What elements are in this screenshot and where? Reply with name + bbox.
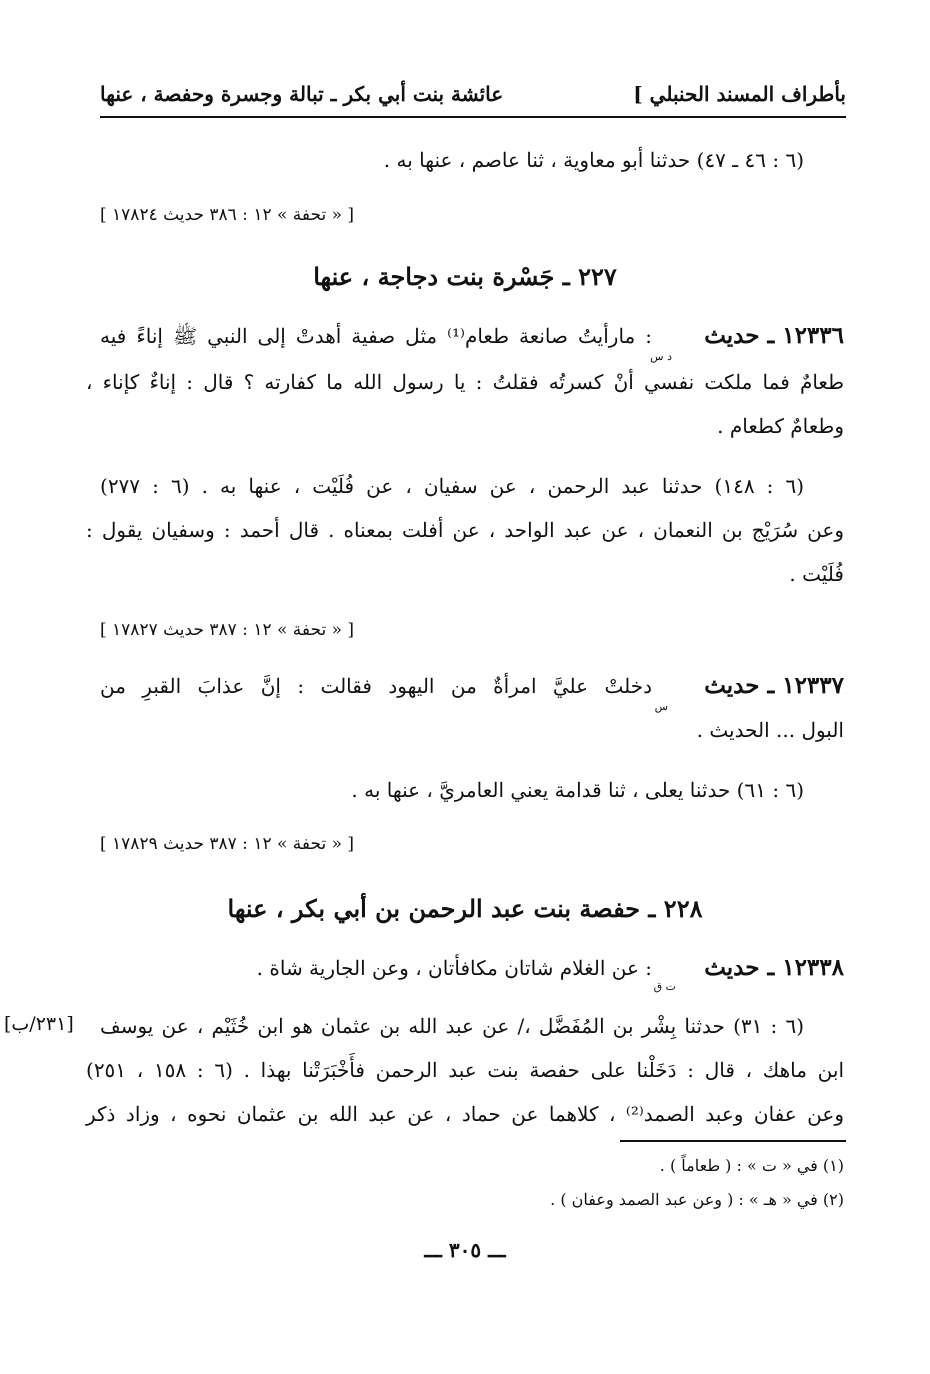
siglum-ds: د س (650, 350, 672, 363)
source-line: ابن ماهك ، قال : دَخَلْنا على حفصة بنت عبد الرحمن فأَخْبَرَتْنا بهذا . (٦ : ١٥٨ ، ٢٥١) (86, 1058, 845, 1082)
hadith-number-12336: ١٢٣٣٦ ـ حديث (704, 322, 844, 349)
hadith-text: : عن الغلام شاتان مكافأتان ، وعن الجارية شاة . (256, 956, 652, 980)
footnote-1: (١) في « ت » : ( طعاماً ) . (659, 1156, 844, 1175)
source-line: وعن عفان وعبد الصمد⁽²⁾ ، كلاهما عن حماد ، عن عبد الله بن عثمان نحوه ، وزاد ذكر (86, 1102, 845, 1126)
source-line: فُلَيْت . (789, 562, 844, 586)
siglum-s: س (654, 700, 668, 713)
header-section-title: عائشة بنت أبي بكر ـ تبالة وجسرة وحفصة ، عنها (100, 82, 504, 106)
footnote-2: (٢) في « هـ » : ( وعن عبد الصمد وعفان ) . (550, 1190, 844, 1209)
tuhfa-reference: [ « تحفة » ١٢ : ٣٨٧ حديث ١٧٨٢٩ ] (100, 834, 355, 854)
page-number: ـــ ٣٠٥ ـــ (424, 1238, 506, 1262)
header-book-title: بأطراف المسند الحنبلي ] (633, 82, 846, 106)
section-heading-228: ٢٢٨ ـ حفصة بنت عبد الرحمن بن أبي بكر ، عنها (227, 894, 703, 923)
hadith-text: دخلتْ عليَّ امرأةٌ من اليهود فقالت : إنَّ عذابَ القبرِ من (100, 674, 652, 698)
section-heading-227: ٢٢٧ ـ جَسْرة بنت دجاجة ، عنها (313, 262, 617, 291)
header-rule (100, 116, 846, 118)
source-line: (٦ : ٤٦ ـ ٤٧) حدثنا أبو معاوية ، ثنا عاصم ، عنها به . (383, 148, 804, 172)
source-line: (٦ : ٣١) حدثنا بِشْر بن المُفَضَّل ،/ عن عبد الله بن عثمان هو ابن خُثَيْم ، عن يوسف (100, 1014, 805, 1038)
hadith-text: : مارأيتُ صانعة طعام⁽¹⁾ مثل صفية أهدتْ إلى النبي ﷺ إناءً فيه (100, 324, 652, 348)
hadith-text: وطعامٌ كطعام . (717, 414, 844, 438)
hadith-text: البول ... الحديث . (696, 718, 844, 742)
siglum-tq: ت ق (653, 980, 676, 993)
tuhfa-reference: [ « تحفة » ١٢ : ٣٨٧ حديث ١٧٨٢٧ ] (100, 620, 355, 640)
source-line: وعن سُرَيْج بن النعمان ، عن عبد الواحد ، عن أفلت بمعناه . قال أحمد : وسفيان يقول : (86, 518, 844, 542)
hadith-number-12338: ١٢٣٣٨ ـ حديث (704, 954, 844, 981)
tuhfa-reference: [ « تحفة » ١٢ : ٣٨٦ حديث ١٧٨٢٤ ] (100, 205, 355, 225)
hadith-number-12337: ١٢٣٣٧ ـ حديث (704, 672, 844, 699)
source-line: (٦ : ١٤٨) حدثنا عبد الرحمن ، عن سفيان ، عن فُلَيْت ، عنها به . (٦ : ٢٧٧) (100, 474, 805, 498)
hadith-text: طعامٌ فما ملكت نفسي أنْ كسرتُه فقلتُ : يا رسول الله ما كفارته ؟ قال : إناءٌ كإناء ، (86, 370, 844, 394)
source-line: (٦ : ٦١) حدثنا يعلى ، ثنا قدامة يعني العامريَّ ، عنها به . (351, 778, 804, 802)
manuscript-folio-marker: [٢٣١/ب] (4, 1013, 74, 1035)
footnote-rule (620, 1140, 846, 1142)
